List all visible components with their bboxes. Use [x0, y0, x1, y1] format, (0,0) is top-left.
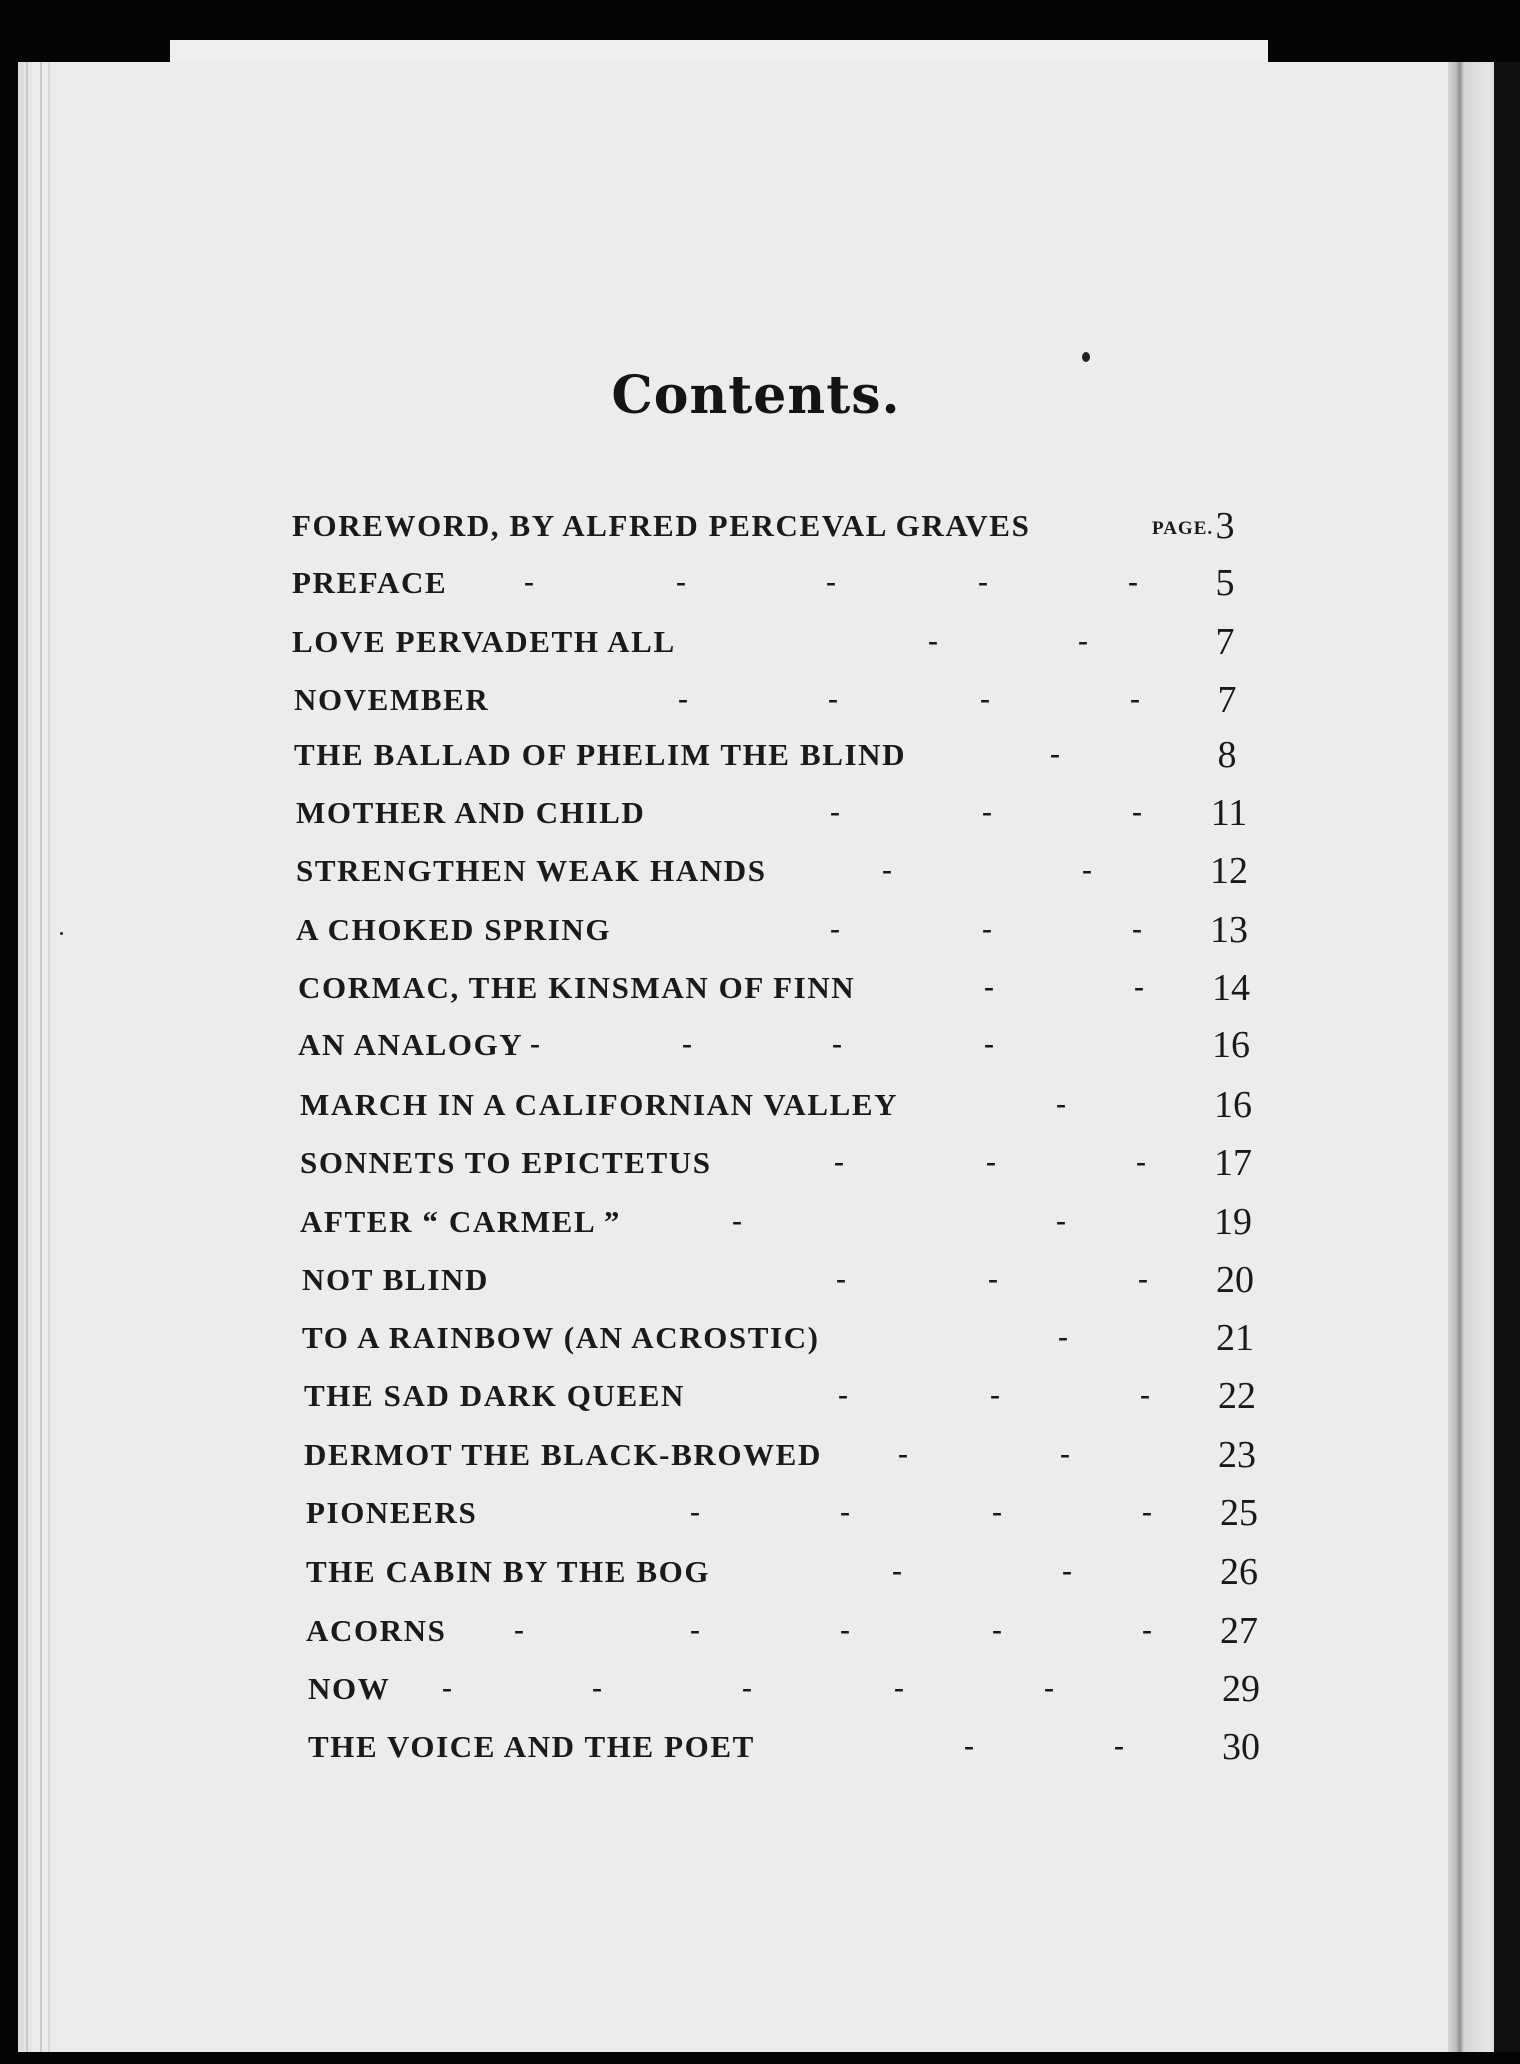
- leader-dash: -: [982, 912, 992, 945]
- leader-dash: -: [992, 1495, 1002, 1528]
- toc-entry-page-number: 7: [1215, 621, 1235, 663]
- toc-entry-title: CORMAC, THE KINSMAN OF FINN: [298, 970, 856, 1005]
- toc-entry-title: THE CABIN BY THE BOG: [306, 1554, 711, 1589]
- leader-dash: -: [1058, 1320, 1068, 1353]
- toc-entry: [300, 1201, 1268, 1244]
- leader-dash: -: [1056, 1204, 1066, 1237]
- toc-entry-page-number: 17: [1214, 1142, 1252, 1184]
- leader-dash: -: [1060, 1437, 1070, 1470]
- leader-dash: -: [1136, 1145, 1146, 1178]
- toc-entry-page-number: 8: [1217, 734, 1237, 776]
- toc-entry-page-number: 22: [1218, 1375, 1256, 1417]
- toc-entry-title: MOTHER AND CHILD: [296, 795, 646, 830]
- toc-entry: [308, 1726, 1276, 1769]
- toc-entry-title: PIONEERS: [306, 1495, 478, 1530]
- leader-dash: -: [830, 795, 840, 828]
- toc-entry: [302, 1317, 1270, 1360]
- leader-dash: -: [978, 565, 988, 598]
- toc-entry-title: SONNETS TO EPICTETUS: [300, 1145, 712, 1180]
- toc-entry-page-number: 14: [1212, 967, 1250, 1009]
- leader-dash: -: [1134, 970, 1144, 1003]
- toc-entry-page-number: 19: [1214, 1201, 1252, 1243]
- leader-dash: -: [732, 1204, 742, 1237]
- toc-entry-page-number: 5: [1215, 562, 1235, 604]
- toc-entry-title: TO A RAINBOW (AN ACROSTIC): [302, 1320, 820, 1355]
- scan-border: [1494, 62, 1520, 2052]
- toc-entry: [306, 1492, 1274, 1535]
- leader-dash: -: [894, 1671, 904, 1704]
- toc-entry-page-number: 7: [1217, 679, 1237, 721]
- leader-dash: -: [840, 1613, 850, 1646]
- toc-entry-title: STRENGTHEN WEAK HANDS: [296, 853, 767, 888]
- leader-dash: -: [1056, 1087, 1066, 1120]
- leader-dash: -: [982, 795, 992, 828]
- toc-entry: [294, 734, 1262, 777]
- toc-entry: [308, 1668, 1276, 1711]
- page-edge-line: [40, 62, 42, 2052]
- toc-entry-page-number: 26: [1220, 1551, 1258, 1593]
- leader-dash: -: [984, 970, 994, 1003]
- leader-dash: -: [530, 1027, 540, 1060]
- toc-entry-title: ACORNS: [306, 1613, 447, 1648]
- binding-gutter: [1448, 62, 1494, 2052]
- leader-dash: -: [832, 1027, 842, 1060]
- leader-dash: -: [1062, 1554, 1072, 1587]
- leader-dash: -: [1142, 1613, 1152, 1646]
- toc-entry-title: THE VOICE AND THE POET: [308, 1729, 755, 1764]
- contents-heading: Contents.: [611, 365, 901, 426]
- toc-entry-title: DERMOT THE BLACK-BROWED: [304, 1437, 822, 1472]
- leader-dash: -: [882, 853, 892, 886]
- toc-entry-title: LOVE PERVADETH ALL: [292, 624, 676, 659]
- leader-dash: -: [892, 1554, 902, 1587]
- toc-entry-page-number: 11: [1210, 792, 1248, 834]
- toc-entry: [296, 792, 1264, 835]
- toc-entry: [304, 1375, 1272, 1418]
- leader-dash: -: [682, 1027, 692, 1060]
- leader-dash: -: [1050, 737, 1060, 770]
- toc-entry-page-number: 16: [1214, 1084, 1252, 1126]
- toc-entry: [300, 1084, 1268, 1127]
- leader-dash: -: [676, 565, 686, 598]
- toc-entry-title: FOREWORD, BY ALFRED PERCEVAL GRAVES: [292, 508, 1031, 543]
- leader-dash: -: [514, 1613, 524, 1646]
- leader-dash: -: [1114, 1729, 1124, 1762]
- toc-entry-page-number: 12: [1210, 850, 1248, 892]
- toc-entry-page-number: 27: [1220, 1610, 1258, 1652]
- leader-dash: -: [964, 1729, 974, 1762]
- leader-dash: -: [1078, 624, 1088, 657]
- toc-entry-title: A CHOKED SPRING: [296, 912, 612, 947]
- toc-entry-page-number: 20: [1216, 1259, 1254, 1301]
- toc-entry-title: NOW: [308, 1671, 391, 1706]
- leader-dash: -: [828, 682, 838, 715]
- toc-entry-title: AN ANALOGY: [298, 1027, 524, 1062]
- book-page: [18, 62, 1494, 2052]
- leader-dash: -: [1140, 1378, 1150, 1411]
- leader-dash: -: [990, 1378, 1000, 1411]
- leader-dash: -: [1130, 682, 1140, 715]
- toc-entry-title: THE SAD DARK QUEEN: [304, 1378, 686, 1413]
- toc-entry: [292, 505, 1260, 548]
- paper-speck: [1082, 352, 1090, 362]
- leader-dash: -: [442, 1671, 452, 1704]
- toc-entry: [292, 621, 1260, 664]
- leader-dash: -: [1138, 1262, 1148, 1295]
- leader-dash: -: [986, 1145, 996, 1178]
- leader-dash: -: [678, 682, 688, 715]
- toc-entry: [306, 1610, 1274, 1653]
- toc-entry: [298, 967, 1266, 1010]
- leader-dash: -: [834, 1145, 844, 1178]
- leader-dash: -: [836, 1262, 846, 1295]
- leader-dash: -: [1142, 1495, 1152, 1528]
- leader-dash: -: [988, 1262, 998, 1295]
- toc-entry: [300, 1142, 1268, 1185]
- leader-dash: -: [980, 682, 990, 715]
- leader-dash: -: [992, 1613, 1002, 1646]
- toc-entry-page-number: 23: [1218, 1434, 1256, 1476]
- leader-dash: -: [1044, 1671, 1054, 1704]
- toc-entry: [306, 1551, 1274, 1594]
- leader-dash: -: [690, 1495, 700, 1528]
- leader-dash: -: [830, 912, 840, 945]
- leader-dash: -: [928, 624, 938, 657]
- toc-entry-title: PREFACE: [292, 565, 448, 600]
- leader-dash: -: [984, 1027, 994, 1060]
- toc-entry: [298, 1024, 1266, 1067]
- toc-entry-title: NOT BLIND: [302, 1262, 489, 1297]
- toc-entry: [304, 1434, 1272, 1477]
- toc-entry-page-number: 13: [1210, 909, 1248, 951]
- leader-dash: -: [898, 1437, 908, 1470]
- toc-entry: [296, 909, 1264, 952]
- page-column-label: PAGE.: [1152, 518, 1214, 539]
- toc-entry: [296, 850, 1264, 893]
- toc-entry: [292, 562, 1260, 605]
- toc-entry-title: MARCH IN A CALIFORNIAN VALLEY: [300, 1087, 899, 1122]
- toc-entry-title: NOVEMBER: [294, 682, 490, 717]
- leader-dash: -: [592, 1671, 602, 1704]
- toc-entry: [294, 679, 1262, 722]
- toc-entry-page-number: 3: [1215, 505, 1235, 547]
- toc-entry-title: AFTER “ CARMEL ”: [300, 1204, 621, 1239]
- leader-dash: -: [1128, 565, 1138, 598]
- page-edge-line: [26, 62, 28, 2052]
- leader-dash: -: [1082, 853, 1092, 886]
- leader-dash: -: [838, 1378, 848, 1411]
- toc-entry-title: THE BALLAD OF PHELIM THE BLIND: [294, 737, 907, 772]
- toc-entry-page-number: 16: [1212, 1024, 1250, 1066]
- toc-entry-page-number: 25: [1220, 1492, 1258, 1534]
- page-edge-line: [48, 62, 50, 2052]
- paper-speck: [60, 932, 63, 935]
- toc-entry-page-number: 30: [1222, 1726, 1260, 1768]
- leader-dash: -: [524, 565, 534, 598]
- leader-dash: -: [840, 1495, 850, 1528]
- leader-dash: -: [1132, 795, 1142, 828]
- leader-dash: -: [690, 1613, 700, 1646]
- toc-entry-page-number: 29: [1222, 1668, 1260, 1710]
- leader-dash: -: [742, 1671, 752, 1704]
- leader-dash: -: [1132, 912, 1142, 945]
- toc-entry: [302, 1259, 1270, 1302]
- leader-dash: -: [826, 565, 836, 598]
- toc-entry-page-number: 21: [1216, 1317, 1254, 1359]
